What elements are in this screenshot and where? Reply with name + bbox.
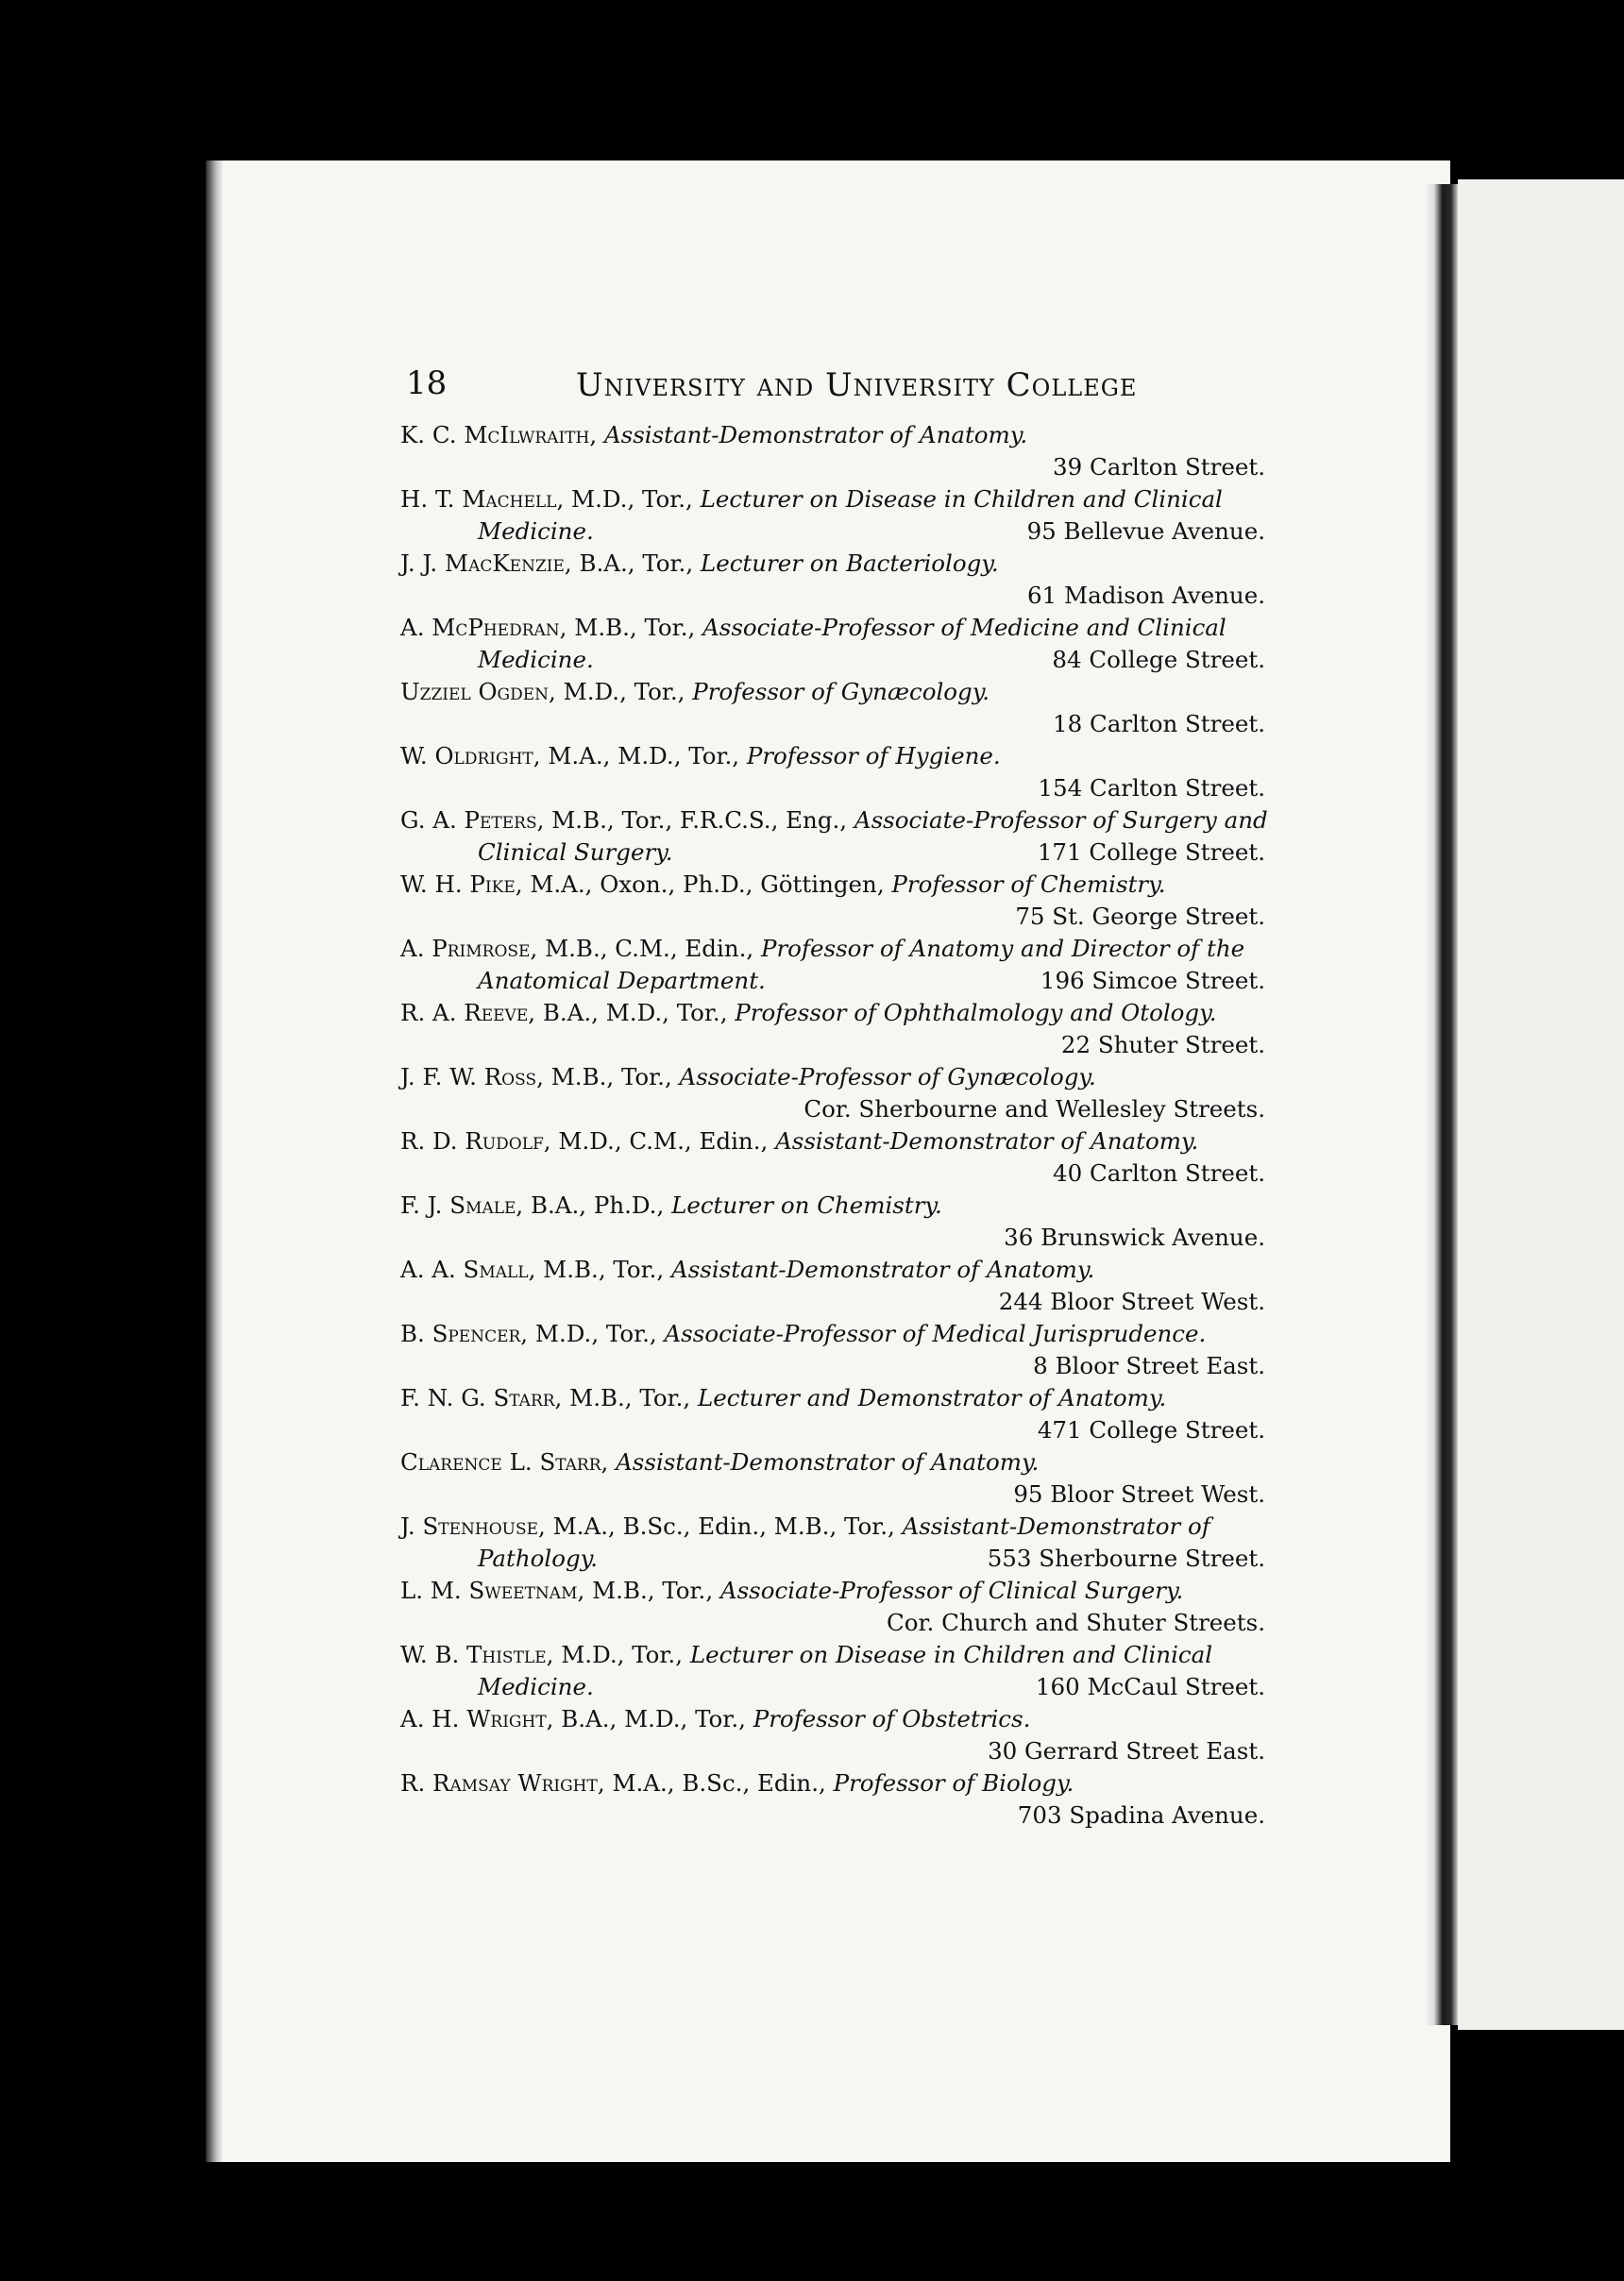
staff-title: Associate-Professor of Gynæcology. bbox=[679, 1063, 1096, 1090]
staff-qualifications: M.D., Tor., bbox=[534, 1320, 657, 1347]
entry-second-line bbox=[400, 1414, 1265, 1446]
staff-address: 703 Spadina Avenue. bbox=[1017, 1801, 1265, 1829]
staff-qualifications: M.D., Tor., bbox=[563, 678, 685, 705]
staff-qualifications: M.B., Tor., bbox=[592, 1577, 714, 1604]
entry-second-line bbox=[400, 1799, 1265, 1832]
title-continuation bbox=[400, 1478, 478, 1511]
staff-address: 40 Carlton Street. bbox=[1053, 1159, 1265, 1187]
staff-entry bbox=[400, 1190, 1265, 1254]
staff-address: 160 McCaul Street. bbox=[1035, 1673, 1265, 1700]
staff-address: 8 Bloor Street East. bbox=[1033, 1352, 1265, 1379]
entry-first-line bbox=[400, 1061, 1265, 1093]
staff-title: Professor of Ophthalmology and Otology. bbox=[735, 999, 1217, 1026]
staff-address: 244 Bloor Street West. bbox=[998, 1288, 1265, 1315]
entry-second-line bbox=[400, 1350, 1265, 1382]
staff-title: Professor of Hygiene. bbox=[746, 742, 1001, 769]
staff-qualifications: M.A., B.Sc., Edin., bbox=[612, 1769, 826, 1797]
staff-qualifications: M.B., Tor., bbox=[569, 1384, 691, 1411]
title-continuation: Clinical Surgery. bbox=[478, 838, 673, 866]
staff-name: R. D. Rudolf, bbox=[400, 1127, 551, 1155]
staff-entry bbox=[400, 1446, 1265, 1511]
staff-name: H. T. Machell, bbox=[400, 485, 565, 513]
staff-list bbox=[400, 419, 1268, 1832]
title-continuation bbox=[400, 1286, 478, 1318]
staff-name: W. B. Thistle, bbox=[400, 1641, 554, 1668]
title-continuation bbox=[400, 1607, 478, 1639]
staff-name: A. A. Small, bbox=[400, 1256, 536, 1283]
entry-first-line bbox=[400, 1190, 1265, 1222]
entry-second-line bbox=[400, 1478, 1265, 1511]
staff-name: L. M. Sweetnam, bbox=[400, 1577, 585, 1604]
entry-first-line bbox=[400, 1511, 1265, 1543]
entry-second-line bbox=[400, 1093, 1265, 1125]
staff-name: G. A. Peters, bbox=[400, 806, 545, 834]
staff-qualifications: M.B., Tor., bbox=[543, 1256, 665, 1283]
staff-name: F. N. G. Starr, bbox=[400, 1384, 563, 1411]
entry-second-line bbox=[400, 644, 1265, 676]
entry-first-line bbox=[400, 1639, 1265, 1671]
entry-second-line bbox=[400, 708, 1265, 740]
staff-qualifications: M.A., Oxon., Ph.D., Göttingen, bbox=[530, 870, 885, 898]
staff-name: B. Spencer, bbox=[400, 1320, 529, 1347]
entry-first-line bbox=[400, 1254, 1265, 1286]
staff-entry bbox=[400, 1382, 1265, 1446]
staff-title: Assistant-Demonstrator of Anatomy. bbox=[775, 1127, 1199, 1155]
title-continuation bbox=[400, 772, 478, 804]
title-continuation bbox=[400, 1029, 478, 1061]
staff-title: Lecturer on Chemistry. bbox=[671, 1191, 942, 1219]
title-continuation: Medicine. bbox=[478, 517, 594, 545]
staff-title: Professor of Chemistry. bbox=[891, 870, 1166, 898]
staff-entry bbox=[400, 997, 1265, 1061]
staff-qualifications: M.A., B.Sc., Edin., M.B., Tor., bbox=[552, 1512, 895, 1540]
staff-qualifications: B.A., Ph.D., bbox=[531, 1191, 665, 1219]
staff-address: 75 St. George Street. bbox=[1015, 903, 1265, 930]
staff-qualifications: B.A., Tor., bbox=[579, 549, 694, 577]
staff-title: Associate-Professor of Surgery and bbox=[854, 806, 1268, 834]
staff-entry bbox=[400, 869, 1265, 933]
entry-second-line bbox=[400, 1543, 1265, 1575]
staff-title: Assistant-Demonstrator of Anatomy. bbox=[603, 421, 1028, 448]
entry-first-line bbox=[400, 1382, 1265, 1414]
staff-entry bbox=[400, 1125, 1265, 1190]
title-continuation bbox=[400, 1350, 478, 1382]
staff-entry bbox=[400, 804, 1268, 869]
staff-entry bbox=[400, 419, 1265, 483]
staff-entry bbox=[400, 483, 1265, 548]
staff-address: 36 Brunswick Avenue. bbox=[1004, 1224, 1265, 1251]
staff-qualifications: M.D., C.M., Edin., bbox=[558, 1127, 769, 1155]
staff-address: Cor. Sherbourne and Wellesley Streets. bbox=[804, 1095, 1265, 1123]
staff-name: W. Oldright, bbox=[400, 742, 541, 769]
staff-title: Professor of Gynæcology. bbox=[692, 678, 990, 705]
page-content bbox=[400, 364, 1268, 1832]
staff-address: 95 Bloor Street West. bbox=[1013, 1480, 1265, 1508]
entry-second-line bbox=[400, 1607, 1265, 1639]
entry-first-line bbox=[400, 1125, 1265, 1157]
page-number: 18 bbox=[406, 364, 448, 402]
title-continuation: Medicine. bbox=[478, 646, 594, 673]
page-left-edge bbox=[206, 161, 223, 2162]
entry-first-line bbox=[400, 1318, 1265, 1350]
staff-qualifications: M.B., C.M., Edin., bbox=[545, 935, 754, 962]
staff-name: A. McPhedran, bbox=[400, 614, 567, 641]
staff-address: 39 Carlton Street. bbox=[1053, 453, 1265, 481]
entry-second-line bbox=[400, 1735, 1265, 1767]
staff-address: 196 Simcoe Street. bbox=[1040, 967, 1265, 994]
entry-first-line bbox=[400, 740, 1265, 772]
entry-first-line bbox=[400, 548, 1265, 580]
staff-name: R. A. Reeve, bbox=[400, 999, 536, 1026]
entry-first-line bbox=[400, 676, 1265, 708]
staff-entry bbox=[400, 933, 1265, 997]
staff-title: Lecturer on Bacteriology. bbox=[700, 549, 999, 577]
staff-title: Professor of Biology. bbox=[833, 1769, 1074, 1797]
staff-title: Lecturer on Disease in Children and Clinical bbox=[689, 1641, 1213, 1668]
staff-qualifications: M.B., Tor., F.R.C.S., Eng., bbox=[551, 806, 848, 834]
entry-second-line bbox=[400, 1157, 1265, 1190]
staff-address: 84 College Street. bbox=[1052, 646, 1265, 673]
entry-second-line bbox=[400, 1029, 1265, 1061]
entry-second-line bbox=[400, 1286, 1265, 1318]
staff-name: W. H. Pike, bbox=[400, 870, 523, 898]
entry-first-line bbox=[400, 933, 1265, 965]
staff-address: 171 College Street. bbox=[1037, 838, 1265, 866]
staff-name: Clarence L. Starr, bbox=[400, 1448, 609, 1476]
staff-address: 22 Shuter Street. bbox=[1060, 1031, 1265, 1058]
title-continuation bbox=[400, 1093, 478, 1125]
staff-entry bbox=[400, 1575, 1265, 1639]
staff-qualifications: B.A., M.D., Tor., bbox=[561, 1705, 746, 1732]
staff-entry bbox=[400, 1511, 1265, 1575]
entry-first-line bbox=[400, 419, 1265, 451]
title-continuation bbox=[400, 901, 478, 933]
entry-second-line bbox=[400, 772, 1265, 804]
title-continuation bbox=[400, 1414, 478, 1446]
title-continuation: Anatomical Department. bbox=[478, 967, 766, 994]
title-continuation bbox=[400, 1799, 478, 1832]
staff-address: 18 Carlton Street. bbox=[1053, 710, 1265, 737]
title-continuation bbox=[400, 451, 478, 483]
staff-title: Professor of Anatomy and Director of the bbox=[760, 935, 1245, 962]
entry-first-line bbox=[400, 804, 1268, 836]
staff-name: J. F. W. Ross, bbox=[400, 1063, 544, 1090]
staff-address: 30 Gerrard Street East. bbox=[988, 1737, 1265, 1765]
staff-entry bbox=[400, 1767, 1265, 1832]
staff-entry bbox=[400, 1318, 1265, 1382]
staff-entry bbox=[400, 1061, 1265, 1125]
staff-title: Lecturer on Disease in Children and Clinical bbox=[700, 485, 1223, 513]
staff-title: Lecturer and Demonstrator of Anatomy. bbox=[697, 1384, 1167, 1411]
staff-entry bbox=[400, 612, 1265, 676]
staff-entry bbox=[400, 1703, 1265, 1767]
entry-first-line bbox=[400, 1446, 1265, 1478]
title-continuation bbox=[400, 1735, 478, 1767]
entry-first-line bbox=[400, 1767, 1265, 1799]
entry-second-line bbox=[400, 515, 1265, 548]
staff-title: Assistant-Demonstrator of Anatomy. bbox=[671, 1256, 1095, 1283]
staff-qualifications: M.D., Tor., bbox=[561, 1641, 684, 1668]
staff-address: 471 College Street. bbox=[1037, 1416, 1265, 1444]
staff-title: Associate-Professor of Medical Jurisprudence. bbox=[664, 1320, 1207, 1347]
entry-second-line bbox=[400, 451, 1265, 483]
entry-second-line bbox=[400, 965, 1265, 997]
page-header bbox=[400, 364, 1265, 412]
staff-name: J. J. MacKenzie, bbox=[400, 549, 572, 577]
entry-first-line bbox=[400, 869, 1265, 901]
book-gutter bbox=[1424, 184, 1458, 2025]
staff-entry bbox=[400, 740, 1265, 804]
staff-address: Cor. Church and Shuter Streets. bbox=[887, 1609, 1265, 1636]
staff-title: Professor of Obstetrics. bbox=[753, 1705, 1031, 1732]
entry-first-line bbox=[400, 997, 1265, 1029]
staff-name: Uzziel Ogden, bbox=[400, 678, 556, 705]
staff-name: F. J. Smale, bbox=[400, 1191, 524, 1219]
staff-address: 553 Sherbourne Street. bbox=[987, 1545, 1265, 1572]
title-continuation bbox=[400, 580, 478, 612]
staff-entry bbox=[400, 676, 1265, 740]
title-continuation: Medicine. bbox=[478, 1673, 594, 1700]
entry-first-line bbox=[400, 612, 1265, 644]
entry-second-line bbox=[400, 1671, 1265, 1703]
entry-second-line bbox=[400, 580, 1265, 612]
staff-entry bbox=[400, 1639, 1265, 1703]
staff-name: A. Primrose, bbox=[400, 935, 538, 962]
staff-name: J. Stenhouse, bbox=[400, 1512, 546, 1540]
entry-first-line bbox=[400, 1703, 1265, 1735]
staff-title: Assistant-Demonstrator of bbox=[902, 1512, 1210, 1540]
entry-second-line bbox=[400, 901, 1265, 933]
staff-title: Associate-Professor of Clinical Surgery. bbox=[719, 1577, 1184, 1604]
entry-second-line bbox=[400, 1222, 1265, 1254]
staff-address: 61 Madison Avenue. bbox=[1027, 582, 1265, 609]
title-continuation bbox=[400, 1222, 478, 1254]
staff-entry bbox=[400, 1254, 1265, 1318]
staff-qualifications: B.A., M.D., Tor., bbox=[542, 999, 728, 1026]
title-continuation: Pathology. bbox=[478, 1545, 599, 1572]
staff-qualifications: M.B., Tor., bbox=[550, 1063, 672, 1090]
staff-name: A. H. Wright, bbox=[400, 1705, 554, 1732]
staff-name: R. Ramsay Wright, bbox=[400, 1769, 605, 1797]
title-continuation bbox=[400, 1157, 478, 1190]
staff-qualifications: M.A., M.D., Tor., bbox=[548, 742, 740, 769]
staff-qualifications: M.B., Tor., bbox=[574, 614, 696, 641]
staff-address: 154 Carlton Street. bbox=[1038, 774, 1265, 802]
entry-first-line bbox=[400, 483, 1265, 515]
staff-name: K. C. McIlwraith, bbox=[400, 421, 598, 448]
staff-title: Assistant-Demonstrator of Anatomy. bbox=[616, 1448, 1040, 1476]
title-continuation bbox=[400, 708, 478, 740]
entry-first-line bbox=[400, 1575, 1265, 1607]
facing-page-edge bbox=[1458, 179, 1624, 2030]
running-head: University and University College bbox=[576, 366, 1138, 404]
staff-entry bbox=[400, 548, 1265, 612]
staff-qualifications: M.D., Tor., bbox=[571, 485, 693, 513]
entry-second-line bbox=[400, 836, 1265, 869]
staff-address: 95 Bellevue Avenue. bbox=[1026, 517, 1265, 545]
staff-title: Associate-Professor of Medicine and Clinical bbox=[702, 614, 1226, 641]
